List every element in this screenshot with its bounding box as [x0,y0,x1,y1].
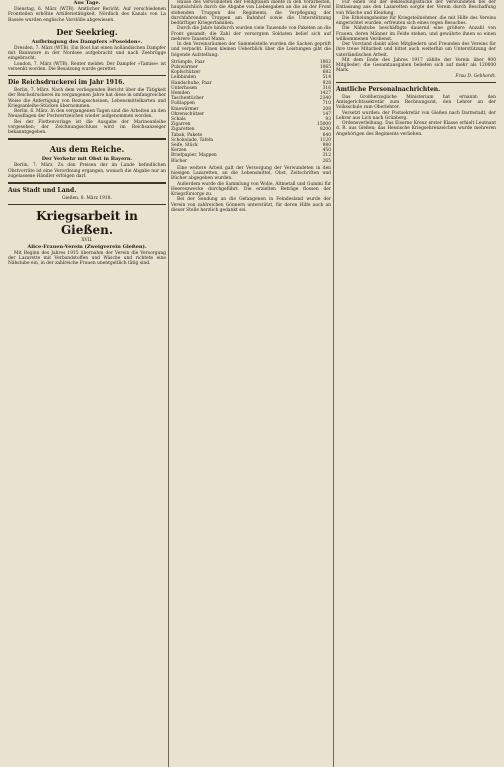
table-value: 312 [322,153,331,159]
section-number: XVII. [81,238,93,244]
table-item: Bücher [171,158,188,164]
paragraph: Eine weitere Arbeit galt der Versorgung der Verwundeten in den hiesigen Lazaretten, an die Lebensmittel, Obst, Zeitschriften und Bücher abgegeben wurden. [171,165,331,182]
section-subtitle: Der Verkehr mit Obst in Bayern. [41,156,133,163]
table-value: 682 [322,70,331,76]
table-value: 1427 [319,90,331,96]
table-value: 1120 [319,137,331,143]
table-value: 450 [322,148,331,154]
table-value: 15000 [317,122,331,128]
table-value: 316 [322,85,331,91]
dateline: Gießen, 8. März 1918. [62,196,112,201]
paragraph: Die Nähstube beschäftigte dauernd eine größere Anzahl von Frauen, deren Männer im Felde stehen, und gewährte ihnen so einen willkommenen Verdienst. [336,26,496,42]
column-rule [333,0,334,767]
table-value: 208 [322,106,331,112]
divider [8,75,166,76]
paragraph: Berlin, 7. März. Zu den Preisen der im Lande befindlichen Obstvorräte ist eine Verordnung ergangen, wonach die Abgabe nur an zugelassene Händler erfolgen darf. [8,163,166,179]
section-title: Amtliche Personalnachrichten. [336,85,441,93]
paragraph: Dienstag, 6. März (WTB). Amtlicher Bericht. Auf verschiedenen Frontteilen erhöhte Artillerietätigkeit. Nördlich des Kanals von La Bassée wurden englische Vorstöße abgewiesen. [8,7,166,23]
paragraph: Hause des Verwundeten der Feldgrauen diente in den Vorarbeiten, hauptsächlich durch die Abgabe von Liebesgaben an die an der Front stehenden Truppen des Regiments, die Verpflegung der durchfahrenden Truppen am Bahnhof sowie die Unterstützung bedürftiger Kriegerfamilien. [171,0,331,26]
paragraph: Durch die Jahre hindurch wurden viele Tausende von Paketen an die Front gesandt; die Zahl der versorgten Soldaten belief sich auf mehrere Tausend Mann. [171,26,331,42]
divider [336,82,496,83]
table-item: Hemden [171,90,190,96]
paragraph: Ordensverleihung. Das Eiserne Kreuz erster Klasse erhielt Leutnant d. R. aus Gießen; das Hessische Kriegsehrenzeichen wurde mehreren Angehörigen des Regiments verliehen. [336,121,496,137]
section-title: Kriegsarbeit in Gießen. [36,209,138,238]
table-item: Zigaretten [171,127,195,133]
table-value: 1065 [319,64,331,70]
table-item: Pulswärmer [171,64,198,70]
signature: Frau D. Gebhardt. [455,73,496,79]
table-item: Handschuhe, Paar [171,80,212,86]
table-value: 1862 [319,59,331,65]
table-value: 8200 [319,127,331,133]
table-value: 514 [322,75,331,81]
paragraph: London, 7. März (WTB). Reuter meldet: Der Dampfer »Tamise« ist versenkt worden. Die Besatzung wurde gerettet. [8,61,166,72]
paragraph: Dresden, 7. März (WTB). Ein Boot hat einen holländischen Dampfer mit Bannware in der Nordsee aufgebracht und nach Zeebrügge eingebracht. [8,45,166,62]
table-item: Kniewärmer [171,106,199,112]
table-value: 93 [325,116,331,122]
paragraph: Bei der Flottenvorlage ist die Ausgabe der Marineanleihe vorgesehen; der Zeichnungsschluss wird im Reichsanzeiger bekanntgegeben. [8,119,166,135]
column-left [8,0,166,266]
table-value: 265 [322,158,331,164]
table-value: 928 [322,80,331,86]
table-value: 640 [322,132,331,138]
column-right [336,0,496,137]
paragraph: Der Vorstand dankt allen Mitgliedern und Freunden des Vereins für ihre treue Mitarbeit und bittet auch weiterhin um Unterstützung der vaterländischen Arbeit. [336,42,496,58]
column-middle [171,0,331,213]
paragraph: Die Erholungsheime für Kriegsteilnehmer, die mit Hilfe des Vereins eingerichtet wurden, erfreuten sich eines regen Besuches. [336,15,496,26]
section-title: Aus dem Reiche. [49,144,125,155]
paragraph: Das Großherzogliche Ministerium hat ernannt: den Amtsgerichtssekretär zum Rechnungsrat, den Lehrer an der Volksschule zum Oberlehrer. [336,94,496,111]
table-item: Kerzen [171,148,187,154]
table-row [171,159,331,164]
table-item: Strümpfe, Paar [171,59,205,65]
table-item: Schals [171,116,186,122]
paragraph: Außerdem wurde die Sammlung von Wolle, Altmetall und Gummi für Heereszwecke durchgeführt. Die erzielten Beträge flossen der Kriegsfürsorge zu. [171,181,331,198]
table-item: Unterhosen [171,85,198,91]
table-item: Briefpapier, Mappen [171,153,217,159]
paragraph: Für einen Teil der Bekleidungsstücke der Verwundeten bei der Entlassung aus den Lazaretten sorgte der Verein durch Beschaffung von Wäsche und Kleidung. [336,0,496,16]
table-item: Fußlappen [171,101,195,107]
table-value: 710 [322,101,331,107]
paragraph: Mit dem Ende des Jahres 1917 zählte der Verein über 900 Mitglieder; die Gesamtausgaben beliefen sich auf mehr als 120000 Mark. [336,57,496,74]
column-rule [168,0,169,767]
table-item: Leibbinden [171,75,197,81]
table-value: 147 [322,111,331,117]
divider [8,182,166,184]
table-item: Tabak, Pakete [171,132,203,138]
paragraph: In den Vereinsräumen der Sammelstelle wurden die Sachen geprüft und verpackt. Einen kleinen Ueberblick über die Leistungen gibt die folgende Aufstellung: [171,42,331,58]
divider [8,204,166,205]
table-item: Kopfschützer [171,70,201,76]
table-item: Taschentücher [171,96,204,102]
table-value: 980 [322,143,331,148]
top-head: Aus Tage. [73,0,101,6]
donations-table [171,60,331,164]
table-item: Zigarren [171,122,191,128]
section-subtitle: Alice-Frauen-Verein (Zweigverein Gießen). [27,243,147,250]
section-subtitle: Aufbringung des Dampfers »Poseidon«. [31,38,143,45]
paragraph: Mit Beginn des Jahres 1915 übernahm der Verein die Versorgung der Lazarette mit Verbandstoffen und Wäsche und richtete eine Nähstube ein, in der zahlreiche Frauen unentgeltlich tätig sind. [8,250,166,266]
section-title: Die Reichsdruckerei im Jahr 1916. [8,79,125,86]
divider [8,138,166,140]
paragraph: Berlin, 6. März. In den vergangenen Tagen sind die Arbeiten an den Neuauflagen der Postwertzeichen wieder aufgenommen worden. [8,109,166,120]
table-value: 2340 [319,96,331,102]
table-item: Ohrenschützer [171,111,205,117]
paragraph: Versetzt wurden: der Postsekretär von Gießen nach Darmstadt, der Lehrer aus Lich nach Grünberg. [336,110,496,121]
section-title: Der Seekrieg. [56,26,118,37]
table-item: Schokolade, Tafeln [171,137,214,143]
section-title: Aus Stadt und Land. [8,187,77,194]
table-item: Seife, Stück [171,143,198,148]
paragraph: Bei der Sendung an die Gefangenen in Feindesland wurde der Verein von zahlreichen Gönnern unterstützt, für deren Hilfe auch an dieser Stelle herzlich gedankt sei. [171,197,331,213]
paragraph: Berlin, 7. März. Nach dem vorliegenden Bericht über die Tätigkeit der Reichsdruckerei im vergangenen Jahre hat diese in umfangreicher Weise die Anfertigung von Bezugsscheinen, Lebensmittelkarten und Kriegsanleihe-Stücken übernommen. [8,88,166,109]
